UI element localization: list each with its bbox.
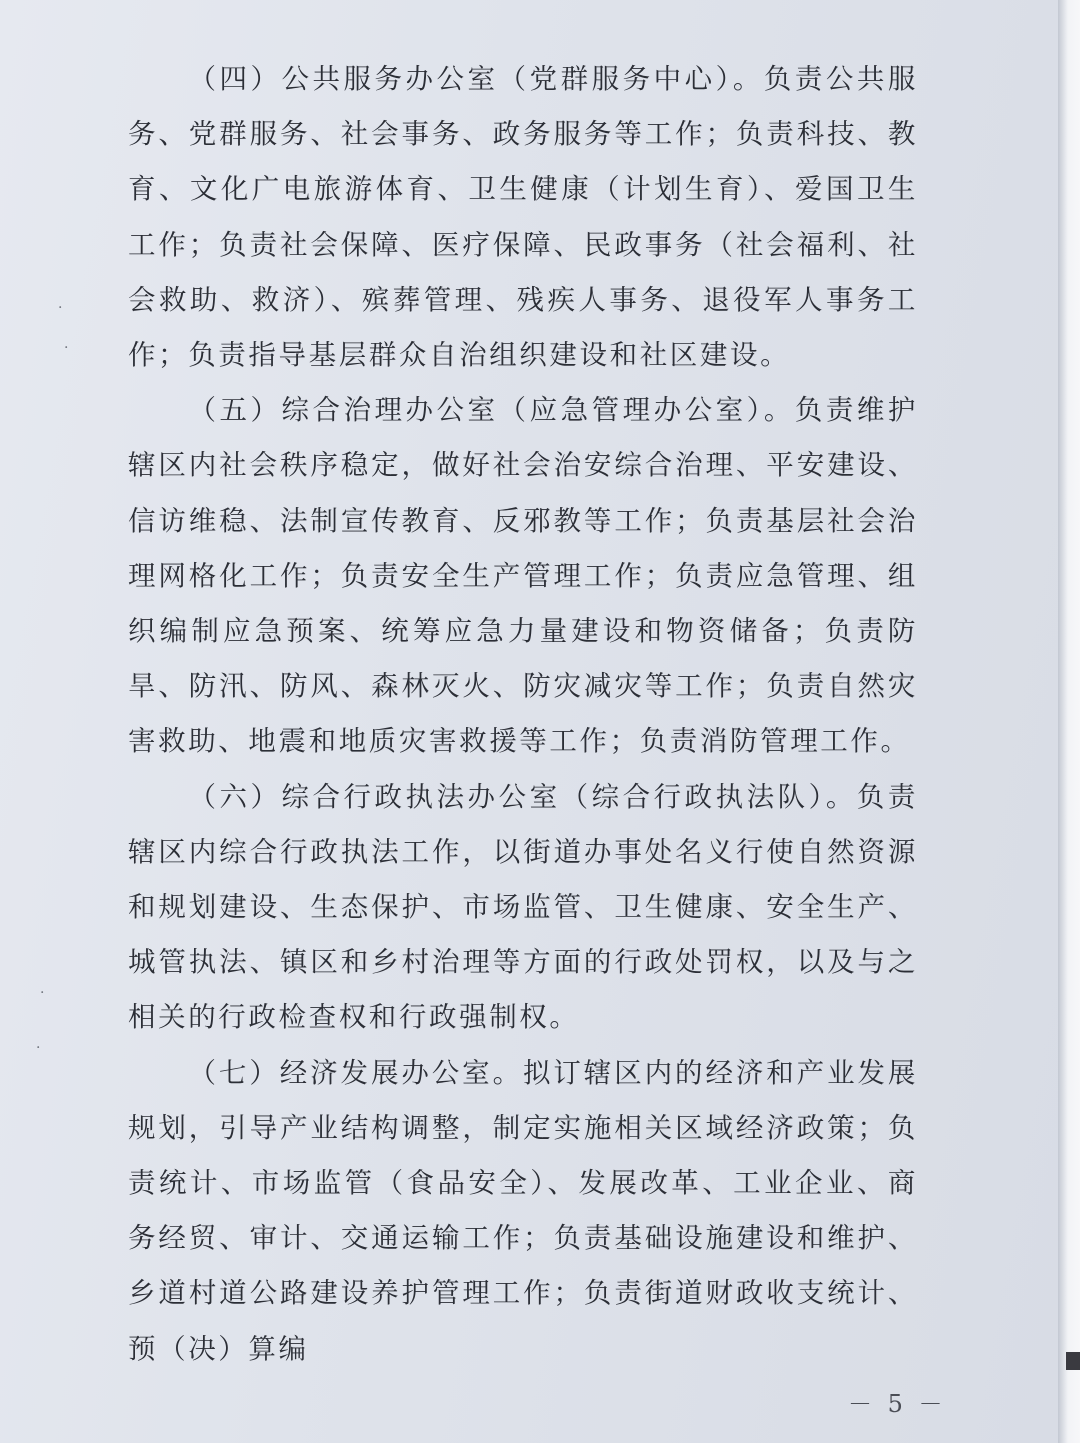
page-number: － 5 － [848,1390,947,1418]
paper-speck: · [64,340,69,356]
paragraph-law-enforcement-office: （六）综合行政执法办公室（综合行政执法队）。负责辖区内综合行政执法工作，以街道办事处名义行使自然资源和规划建设、生态保护、市场监管、卫生健康、安全生产、城管执法、镇区和乡村治理等方面的行政处罚权，以及与之相关的行政检查权和行政强制权。 [128,780,918,1034]
paper-speck: · [58,300,63,316]
document-body [128,52,918,1377]
paragraph-economic-development-office: （七）经济发展办公室。拟订辖区内的经济和产业发展规划，引导产业结构调整，制定实施相关区域经济政策；负责统计、市场监管（食品安全）、发展改革、工业企业、商务经贸、审计、交通运输工作；负责基础设施建设和维护、乡道村道公路建设养护管理工作；负责街道财政收支统计、预（决）算编 [128,1056,918,1365]
page-edge-mark [1066,1352,1080,1370]
paragraph-public-service-office: （四）公共服务办公室（党群服务中心）。负责公共服务、党群服务、社会事务、政务服务等工作；负责科技、教育、文化广电旅游体育、卫生健康（计划生育）、爱国卫生工作；负责社会保障、医疗保障、民政事务（社会福利、社会救助、救济）、殡葬管理、残疾人事务、退役军人事务工作；负责指导基层群众自治组织建设和社区建设。 [128,63,918,372]
paragraph-comprehensive-governance-office: （五）综合治理办公室（应急管理办公室）。负责维护辖区内社会秩序稳定，做好社会治安综合治理、平安建设、信访维稳、法制宣传教育、反邪教等工作；负责基层社会治理网格化工作；负责安全生产管理工作；负责应急管理、组织编制应急预案、统筹应急力量建设和物资储备；负责防旱、防汛、防风、森林灭火、防灾减灾等工作；负责自然灾害救助、地震和地质灾害救援等工作；负责消防管理工作。 [128,394,918,758]
paper-speck: · [36,1040,41,1056]
page-edge-shadow [1058,0,1080,1443]
paper-speck: · [40,985,45,1001]
